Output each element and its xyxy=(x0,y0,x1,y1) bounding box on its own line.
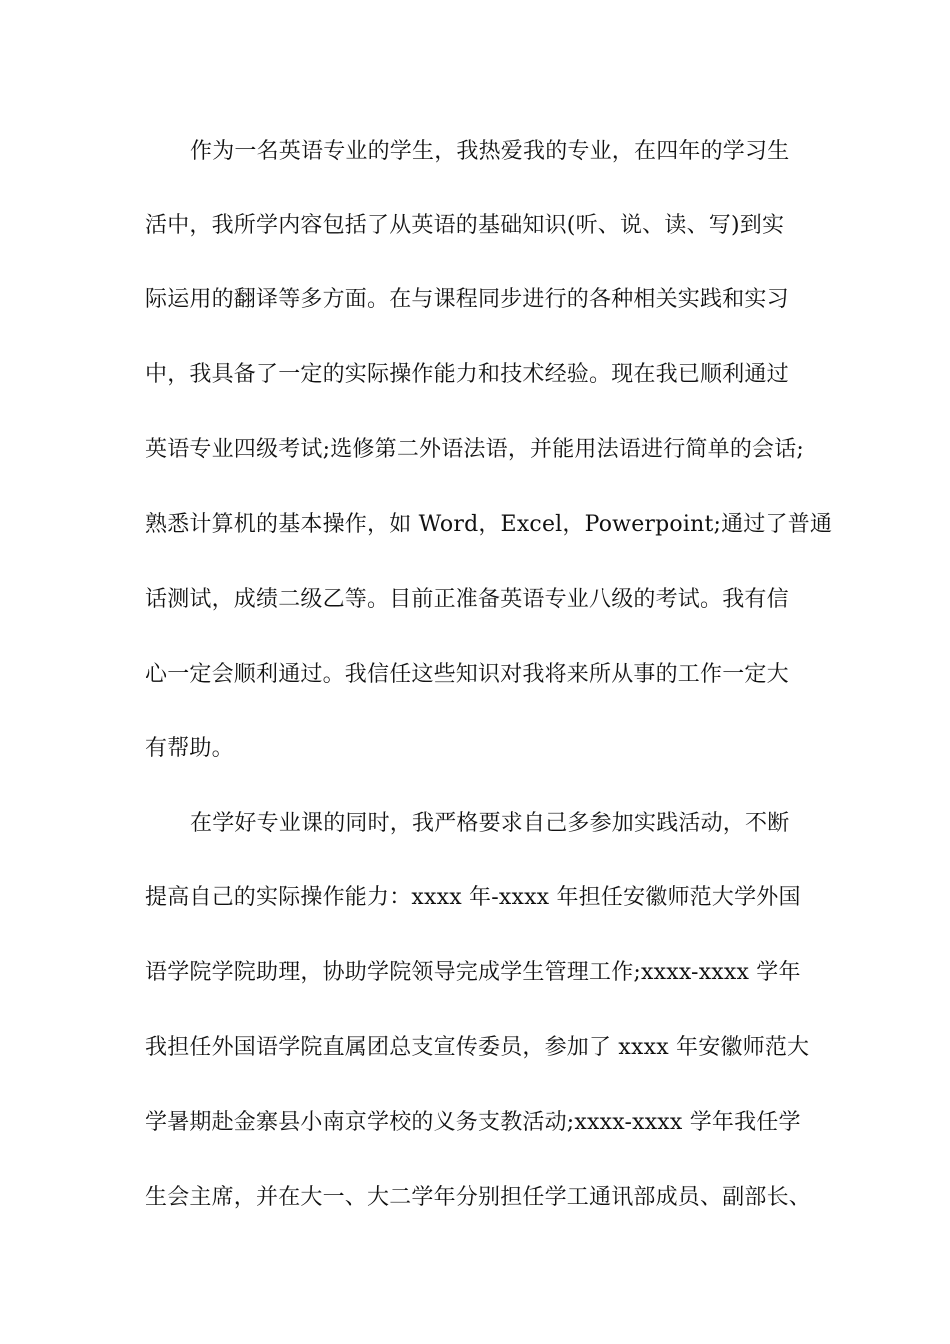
paragraph-1-line-4: 中，我具备了一定的实际操作能力和技术经验。现在我已顺利通过 xyxy=(145,362,789,387)
paragraph-1-line-7: 话测试，成绩二级乙等。目前正准备英语专业八级的考试。我有信 xyxy=(145,587,789,612)
paragraph-1-line-9: 有帮助。 xyxy=(145,736,234,761)
paragraph-1-line-8: 心一定会顺利通过。我信任这些知识对我将来所从事的工作一定大 xyxy=(145,662,789,687)
paragraph-1-line-3: 际运用的翻译等多方面。在与课程同步进行的各种相关实践和实习 xyxy=(145,287,789,312)
paragraph-2-line-6: 生会主席，并在大一、大二学年分别担任学工通讯部成员、副部长、 xyxy=(145,1185,812,1210)
paragraph-2-line-1: 在学好专业课的同时，我严格要求自己多参加实践活动，不断 xyxy=(190,811,790,836)
paragraph-2-line-4: 我担任外国语学院直属团总支宣传委员，参加了 xxxx 年安徽师范大 xyxy=(145,1035,810,1060)
paragraph-2-line-5: 学暑期赴金寨县小南京学校的义务支教活动;xxxx-xxxx 学年我任学 xyxy=(145,1110,801,1135)
paragraph-1-line-2: 活中，我所学内容包括了从英语的基础知识(听、说、读、写)到实 xyxy=(145,213,785,238)
paragraph-2-line-3: 语学院学院助理，协助学院领导完成学生管理工作;xxxx-xxxx 学年 xyxy=(145,960,801,985)
paragraph-1-line-6: 熟悉计算机的基本操作，如 Word，Excel，Powerpoint;通过了普通 xyxy=(145,512,833,537)
paragraph-1-line-1: 作为一名英语专业的学生，我热爱我的专业，在四年的学习生 xyxy=(190,139,790,164)
paragraph-2-line-2: 提高自己的实际操作能力：xxxx 年-xxxx 年担任安徽师范大学外国 xyxy=(145,885,801,910)
paragraph-1-line-5: 英语专业四级考试;选修第二外语法语，并能用法语进行简单的会话; xyxy=(145,437,805,462)
